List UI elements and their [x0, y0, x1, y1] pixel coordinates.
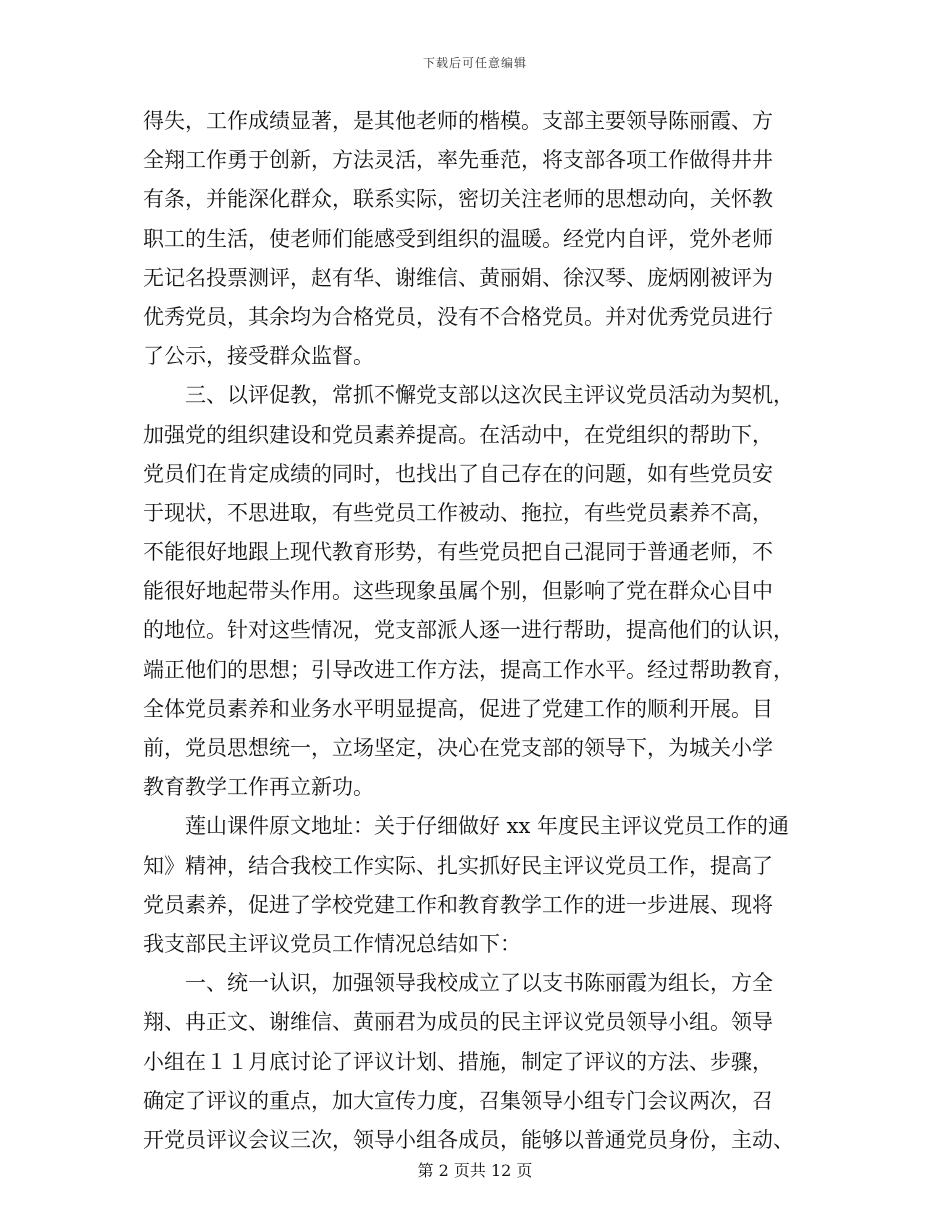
text-line: 于现状，不思进取，有些党员工作被动、拖拉，有些党员素养不高， [143, 500, 773, 525]
text-line: 全翔工作勇于创新，方法灵活，率先垂范，将支部各项工作做得井井 [143, 148, 773, 173]
text-line: 不能很好地跟上现代教育形势，有些党员把自己混同于普通老师，不 [143, 540, 773, 565]
text-line: 无记名投票测评，赵有华、谢维信、黄丽娟、徐汉琴、庞炳刚被评为 [143, 265, 773, 290]
text-line: 知》精神，结合我校工作实际、扎实抓好民主评议党员工作，提高了 [143, 853, 773, 878]
text-line: 前，党员思想统一，立场坚定，决心在党支部的领导下，为城关小学 [143, 736, 773, 760]
text-line: 莲山课件原文地址：关于仔细做好 xx 年度民主评议党员工作的通 [143, 814, 790, 839]
text-line: 全体党员素养和业务水平明显提高，促进了党建工作的顺利开展。目 [143, 696, 773, 721]
text-line: 开党员评议会议三次，领导小组各成员，能够以普通党员身份，主动、 [143, 1127, 794, 1152]
text-line: 优秀党员，其余均为合格党员，没有不合格党员。并对优秀党员进行 [143, 304, 773, 329]
page-header: 下载后可任意编辑 [422, 56, 527, 70]
document-body [143, 102, 813, 1160]
text-line: 党员们在肯定成绩的同时，也找出了自己存在的问题，如有些党员安 [143, 461, 773, 486]
text-line: 确定了评议的重点，加大宣传力度，召集领导小组专门会议两次，召 [143, 1088, 773, 1113]
text-line: 翔、冉正文、谢维信、黄丽君为成员的民主评议党员领导小组。领导 [143, 1010, 773, 1035]
text-line: 了公示，接受群众监督。 [143, 344, 374, 369]
text-line: 我支部民主评议党员工作情况总结如下： [143, 931, 521, 956]
text-line: 职工的生活，使老师们能感受到组织的温暖。经党内自评，党外老师 [143, 226, 773, 251]
text-line: 的地位。针对这些情况，党支部派人逐一进行帮助，提高他们的认识， [143, 618, 794, 643]
text-line: 加强党的组织建设和党员素养提高。在活动中，在党组织的帮助下， [143, 422, 773, 447]
text-line: 一、统一认识，加强领导我校成立了以支书陈丽霞为组长，方全 [143, 971, 773, 996]
text-line: 得失，工作成绩显著，是其他老师的楷模。支部主要领导陈丽霞、方 [143, 109, 773, 133]
text-line: 党员素养，促进了学校党建工作和教育教学工作的进一步进展、现将 [143, 892, 773, 917]
text-line: 小组在１１月底讨论了评议计划、措施，制定了评议的方法、步骤， [143, 1049, 773, 1074]
text-line: 教育教学工作再立新功。 [143, 775, 374, 800]
text-line: 有条，并能深化群众，联系实际，密切关注老师的思想动向，关怀教 [143, 187, 773, 212]
text-line: 三、以评促教，常抓不懈党支部以这次民主评议党员活动为契机， [143, 383, 794, 408]
text-line: 能很好地起带头作用。这些现象虽属个别，但影响了党在群众心目中 [143, 579, 773, 604]
text-line: 端正他们的思想；引导改进工作方法，提高工作水平。经过帮助教育， [143, 657, 794, 682]
page-number: 第 2 页共 12 页 [417, 1161, 533, 1180]
